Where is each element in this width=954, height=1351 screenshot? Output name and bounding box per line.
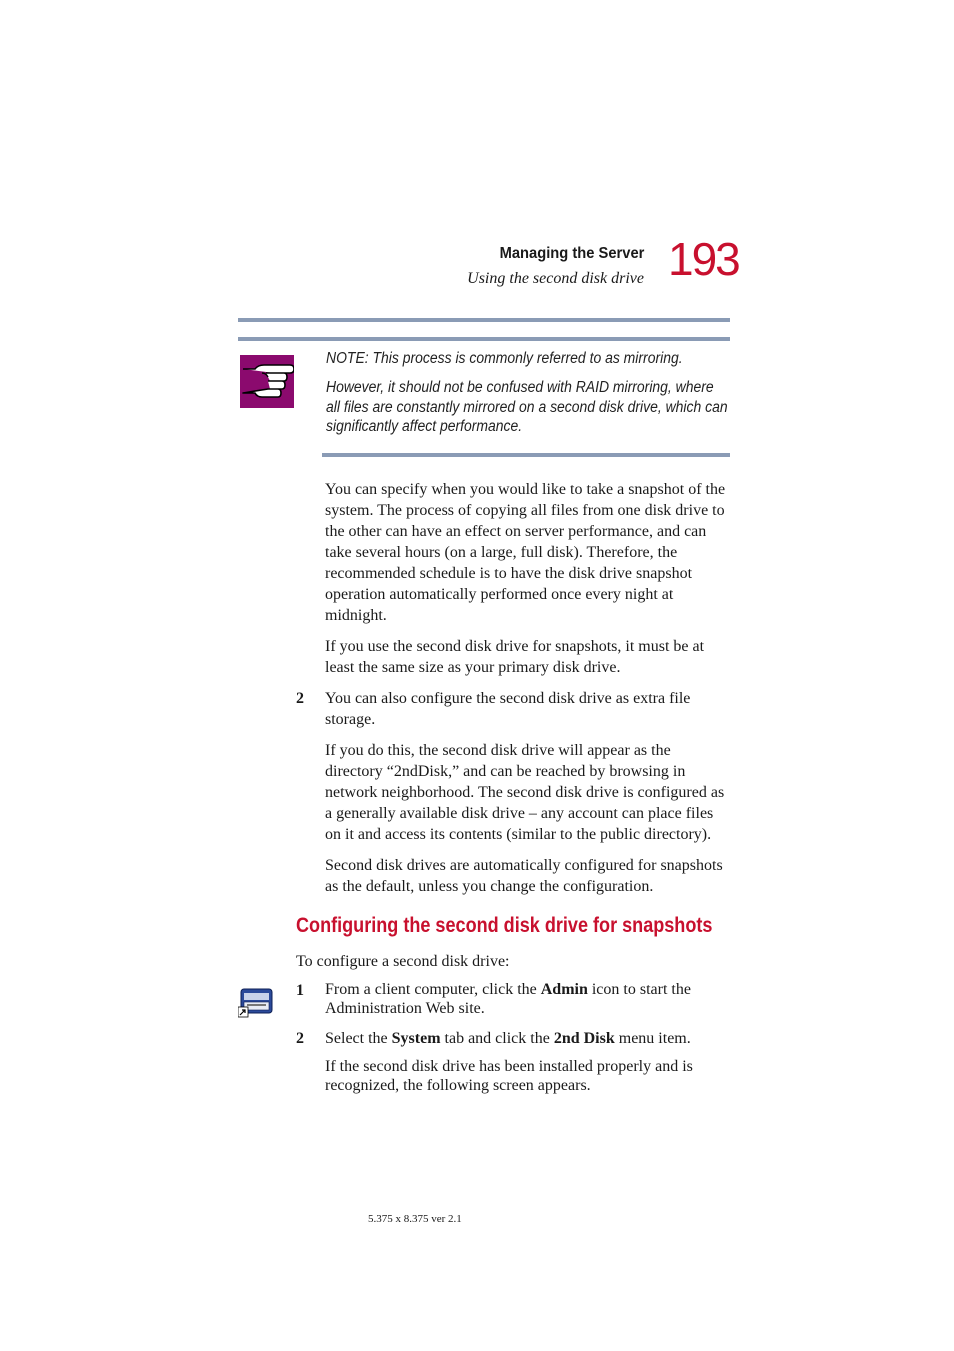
page-number: 193 bbox=[668, 233, 739, 285]
system-tab-label: System bbox=[391, 1030, 441, 1047]
step-1-post: icon to start the Administration Web site. bbox=[325, 981, 691, 1017]
footer-version: 5.375 x 8.375 ver 2.1 bbox=[368, 1213, 462, 1225]
step-2-post: menu item. bbox=[614, 1030, 691, 1047]
admin-drive-icon bbox=[238, 986, 274, 1018]
step-2-mid: tab and click the bbox=[440, 1030, 554, 1047]
step-1-text bbox=[325, 980, 730, 1018]
divider-note-top bbox=[238, 337, 730, 341]
section-intro: To configure a second disk drive: bbox=[296, 953, 510, 970]
paragraph-default-config: Second disk drives are automatically configured for snapshots as the default, unless you change the configuration. bbox=[325, 857, 723, 895]
step-2-pre: Select the bbox=[325, 1030, 392, 1047]
admin-label: Admin bbox=[540, 981, 588, 998]
list-item-extra-storage: You can also configure the second disk drive as extra file storage. bbox=[325, 690, 691, 728]
step-2-text bbox=[325, 1028, 730, 1049]
list-number-2: 2 bbox=[296, 690, 304, 707]
2nd-disk-menu-label: 2nd Disk bbox=[553, 1030, 615, 1047]
pointing-hand-icon bbox=[240, 355, 294, 408]
step-number-2: 2 bbox=[296, 1030, 304, 1047]
running-header-chapter: Managing the Server bbox=[499, 245, 644, 262]
section-heading: Configuring the second disk drive for snapshots bbox=[296, 914, 713, 937]
paragraph-snapshot-size: If you use the second disk drive for snapshots, it must be at least the same size as your primary disk drive. bbox=[325, 638, 705, 676]
running-header-section: Using the second disk drive bbox=[467, 270, 644, 287]
step-1-pre: From a client computer, click the bbox=[325, 981, 541, 998]
divider-note-bottom bbox=[322, 453, 730, 457]
step-number-1: 1 bbox=[296, 982, 304, 999]
step-2-result: If the second disk drive has been installed properly and is recognized, the following screen appears. bbox=[325, 1058, 693, 1094]
note-line-1: NOTE: This process is commonly referred to as mirroring. bbox=[326, 350, 683, 367]
divider-top bbox=[238, 318, 730, 322]
paragraph-snapshot-schedule: You can specify when you would like to take a snapshot of the system. The process of copying all files from one disk drive to the other can have an effect on server performance, and can take several hours (on a large, full disk). Therefore, the recommended schedule is to have the disk drive snapshot operation automatically performed once every night at midnight. bbox=[325, 481, 726, 624]
paragraph-2nddisk-directory: If you do this, the second disk drive will appear as the directory “2ndDisk,” and can be reached by browsing in network neighborhood. The second disk drive is configured as a generally available disk drive – any account can place files on it and access its contents (similar to the public directory). bbox=[325, 742, 725, 843]
note-line-2: However, it should not be confused with RAID mirroring, where all files are constantly mirrored on a second disk drive, which can significantly affect performance. bbox=[326, 379, 728, 435]
